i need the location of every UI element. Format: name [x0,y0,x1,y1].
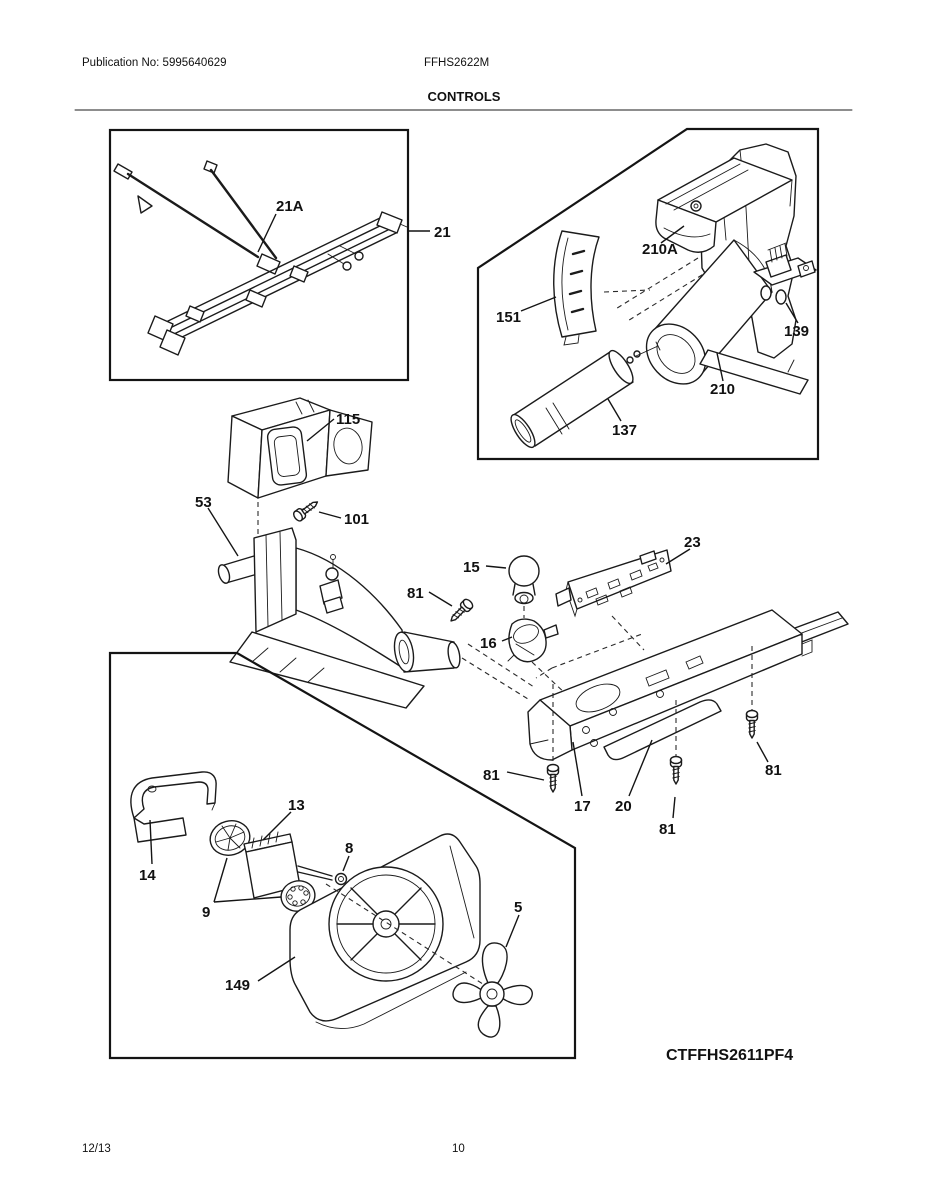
bracket-drawing [216,528,461,708]
page-footer [82,1143,465,1155]
leader-9a [214,858,227,902]
leader-5 [506,915,519,947]
callout-20: 20 [615,798,632,815]
callout-16: 16 [480,635,497,652]
callout-210: 210 [710,381,736,398]
publication-number: Publication No: 5995640629 [82,57,227,69]
leader-15 [486,566,506,568]
leader-81-left [507,772,544,780]
leader-101 [319,512,341,518]
leader-137 [608,399,621,421]
callout-139: 139 [784,323,810,340]
callout-210a: 210A [642,241,678,258]
section-title: CONTROLS [427,89,501,104]
callout-81-upper: 81 [407,585,424,602]
leader-149 [258,957,295,981]
screw-81-upper-icon [447,598,474,625]
footer-date: 12/13 [82,1143,111,1155]
diagram-code: CTFFHS2611PF4 [666,1047,794,1064]
screw-81-left-icon [548,765,559,793]
callout-21: 21 [434,224,451,241]
callout-9: 9 [202,904,211,921]
leader-23 [666,549,690,564]
footer-page-number: 10 [452,1143,465,1155]
vent-panel-drawing [554,231,599,345]
screw-81-middle-icon [671,757,682,785]
leader-81-right [757,742,768,762]
leader-9b [214,897,281,902]
leader-81-middle [673,797,675,818]
inset-fan-box [110,653,575,1058]
callout-149: 149 [225,977,251,994]
callout-151: 151 [496,309,522,326]
leader-81-upper [429,592,452,606]
screw-81-right-icon [747,711,758,739]
callout-23: 23 [684,534,701,551]
callout-21a: 21A [276,198,304,215]
callout-115: 115 [336,411,361,428]
control-housing-drawing [528,610,848,760]
washer-drawing [336,874,347,885]
leader-17 [573,742,582,796]
callout-81-middle: 81 [659,821,676,838]
callout-15: 15 [463,559,480,576]
fan-shroud-drawing [290,834,480,1029]
clamp-bracket-drawing [131,772,216,842]
callout-101: 101 [344,511,370,528]
callout-17: 17 [574,798,591,815]
callout-53: 53 [195,494,212,511]
leader-53 [208,508,238,556]
inset-housing-box [478,129,818,459]
inset-harness-box [110,130,451,380]
callout-14: 14 [139,867,156,884]
callout-13: 13 [288,797,305,814]
page-header [75,57,852,110]
wire-harness-drawing [114,161,407,355]
control-board-drawing [556,550,671,616]
callout-137: 137 [612,422,638,439]
model-number: FFHS2622M [424,57,490,69]
leader-8 [343,856,349,871]
main-assembly [195,398,848,838]
bulb-socket-drawing [508,619,558,662]
callout-8: 8 [345,840,354,857]
callout-81-left: 81 [483,767,500,784]
light-bulb-drawing [509,556,539,604]
callout-5: 5 [514,899,523,916]
screw-101-icon [292,497,321,522]
callout-81-right: 81 [765,762,782,779]
leader-151 [521,297,556,311]
